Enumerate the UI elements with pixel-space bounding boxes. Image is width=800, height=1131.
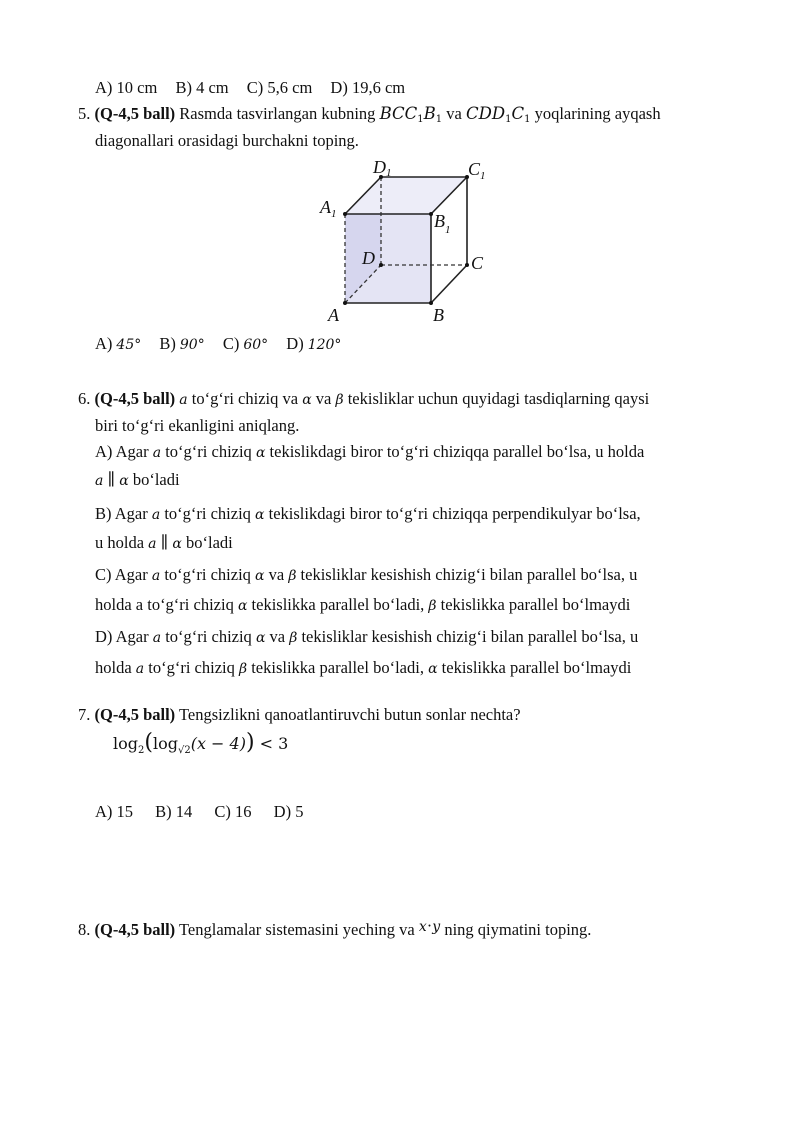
q6-number: 6. <box>78 389 91 408</box>
label-d: D <box>362 248 375 268</box>
q7-option-b: B) 14 <box>155 802 193 821</box>
q5-option-d: D) 120° <box>286 334 342 353</box>
q8-text-a: Tenglamalar sistemasini yeching va <box>179 920 415 939</box>
label-b1: $B_1$ <box>434 211 451 236</box>
q4-option-d: D) 19,6 cm <box>330 78 406 97</box>
q5-options <box>95 334 355 354</box>
q5-number: 5. <box>78 104 91 123</box>
q4-option-c: C) 5,6 cm <box>246 78 313 97</box>
q6-option-b-line2: u holda a ∥ α bo‘ladi <box>95 533 233 552</box>
q6-tag: (Q-4,5 ball) <box>94 389 176 408</box>
q4-option-b: B) 4 cm <box>175 78 229 97</box>
q5-option-a: A) 45° <box>95 334 142 353</box>
q8-line1: 8. (Q-4,5 ball) Tenglamalar sistemasini yeching va $^x$·$^y$ ning qiymatini toping. <box>78 916 592 939</box>
q7-line1 <box>78 705 521 725</box>
q4-options <box>95 78 419 98</box>
q6-option-d-line1: D) Agar a to‘g‘ri chiziq α va β tekisliklar kesishish chizig‘i bilan parallel bo‘lsa, u <box>95 627 639 646</box>
q8-tag: (Q-4,5 ball) <box>94 920 176 939</box>
q6-line1: 6. (Q-4,5 ball) a to‘g‘ri chiziq va α va β tekisliklar uchun quyidagi tasdiqlarning qaysi <box>78 389 650 408</box>
q6-option-a-line1: A) Agar a to‘g‘ri chiziq α tekislikdagi biror to‘g‘ri chiziqqa parallel bo‘lsa, u holda <box>95 442 645 461</box>
label-a: A <box>328 305 339 325</box>
q6-option-c-line2: holda a to‘g‘ri chiziq α tekislikka parallel bo‘ladi, β tekislikka parallel bo‘lmaydi <box>95 595 631 614</box>
q8-text-b: ning qiymatini toping. <box>444 920 592 939</box>
q6-option-d-line2: holda a to‘g‘ri chiziq β tekislikka parallel bo‘ladi, α tekislikka parallel bo‘lmaydi <box>95 658 632 677</box>
q4-option-a: A) 10 cm <box>95 78 158 97</box>
q7-option-d: D) 5 <box>273 802 304 821</box>
q5-face2: $CDD_1C_1$ <box>465 104 531 125</box>
q5-option-b: B) 90° <box>159 334 205 353</box>
q7-tag: (Q-4,5 ball) <box>94 705 176 724</box>
q6-option-b-line1: B) Agar a to‘g‘ri chiziq α tekislikdagi biror to‘g‘ri chiziqqa perpendikulyar bo‘lsa, <box>95 504 641 523</box>
q6-option-a-line2: a ∥ α bo‘ladi <box>95 470 180 489</box>
q5-line1 <box>78 104 661 125</box>
cube-figure <box>315 155 500 330</box>
q5-va: va <box>446 104 462 123</box>
q5-line2: diagonallari orasidagi burchakni toping. <box>95 131 359 150</box>
label-c: C <box>471 253 484 273</box>
q5-text-b: yoqlarining ayqash <box>534 104 661 123</box>
q6-line2: biri to‘g‘ri ekanligini aniqlang. <box>95 416 300 435</box>
q5-tag: (Q-4,5 ball) <box>94 104 176 123</box>
q7-number: 7. <box>78 705 91 724</box>
label-b: B <box>433 305 444 325</box>
q7-text: Tengsizlikni qanoatlantiruvchi butun sonlar nechta? <box>179 705 521 724</box>
q5-face1: $BCC_1B_1$ <box>379 104 443 125</box>
label-a1: $A_1$ <box>320 197 337 220</box>
q5-option-c: C) 60° <box>222 334 269 353</box>
q7-options <box>95 802 321 822</box>
q7-option-a: A) 15 <box>95 802 134 821</box>
q5-text-a: Rasmda tasvirlangan kubning <box>179 104 376 123</box>
q7-inequality: $\log_2(\log_{√2}(x - 4)) < 3$ <box>113 730 289 756</box>
label-c1: $C_1$ <box>468 159 486 182</box>
q8-number: 8. <box>78 920 91 939</box>
q7-option-c: C) 16 <box>214 802 252 821</box>
label-d1: D1 <box>373 157 392 179</box>
q6-option-c-line1: C) Agar a to‘g‘ri chiziq α va β tekisliklar kesishish chizig‘i bilan parallel bo‘lsa, u <box>95 565 638 584</box>
